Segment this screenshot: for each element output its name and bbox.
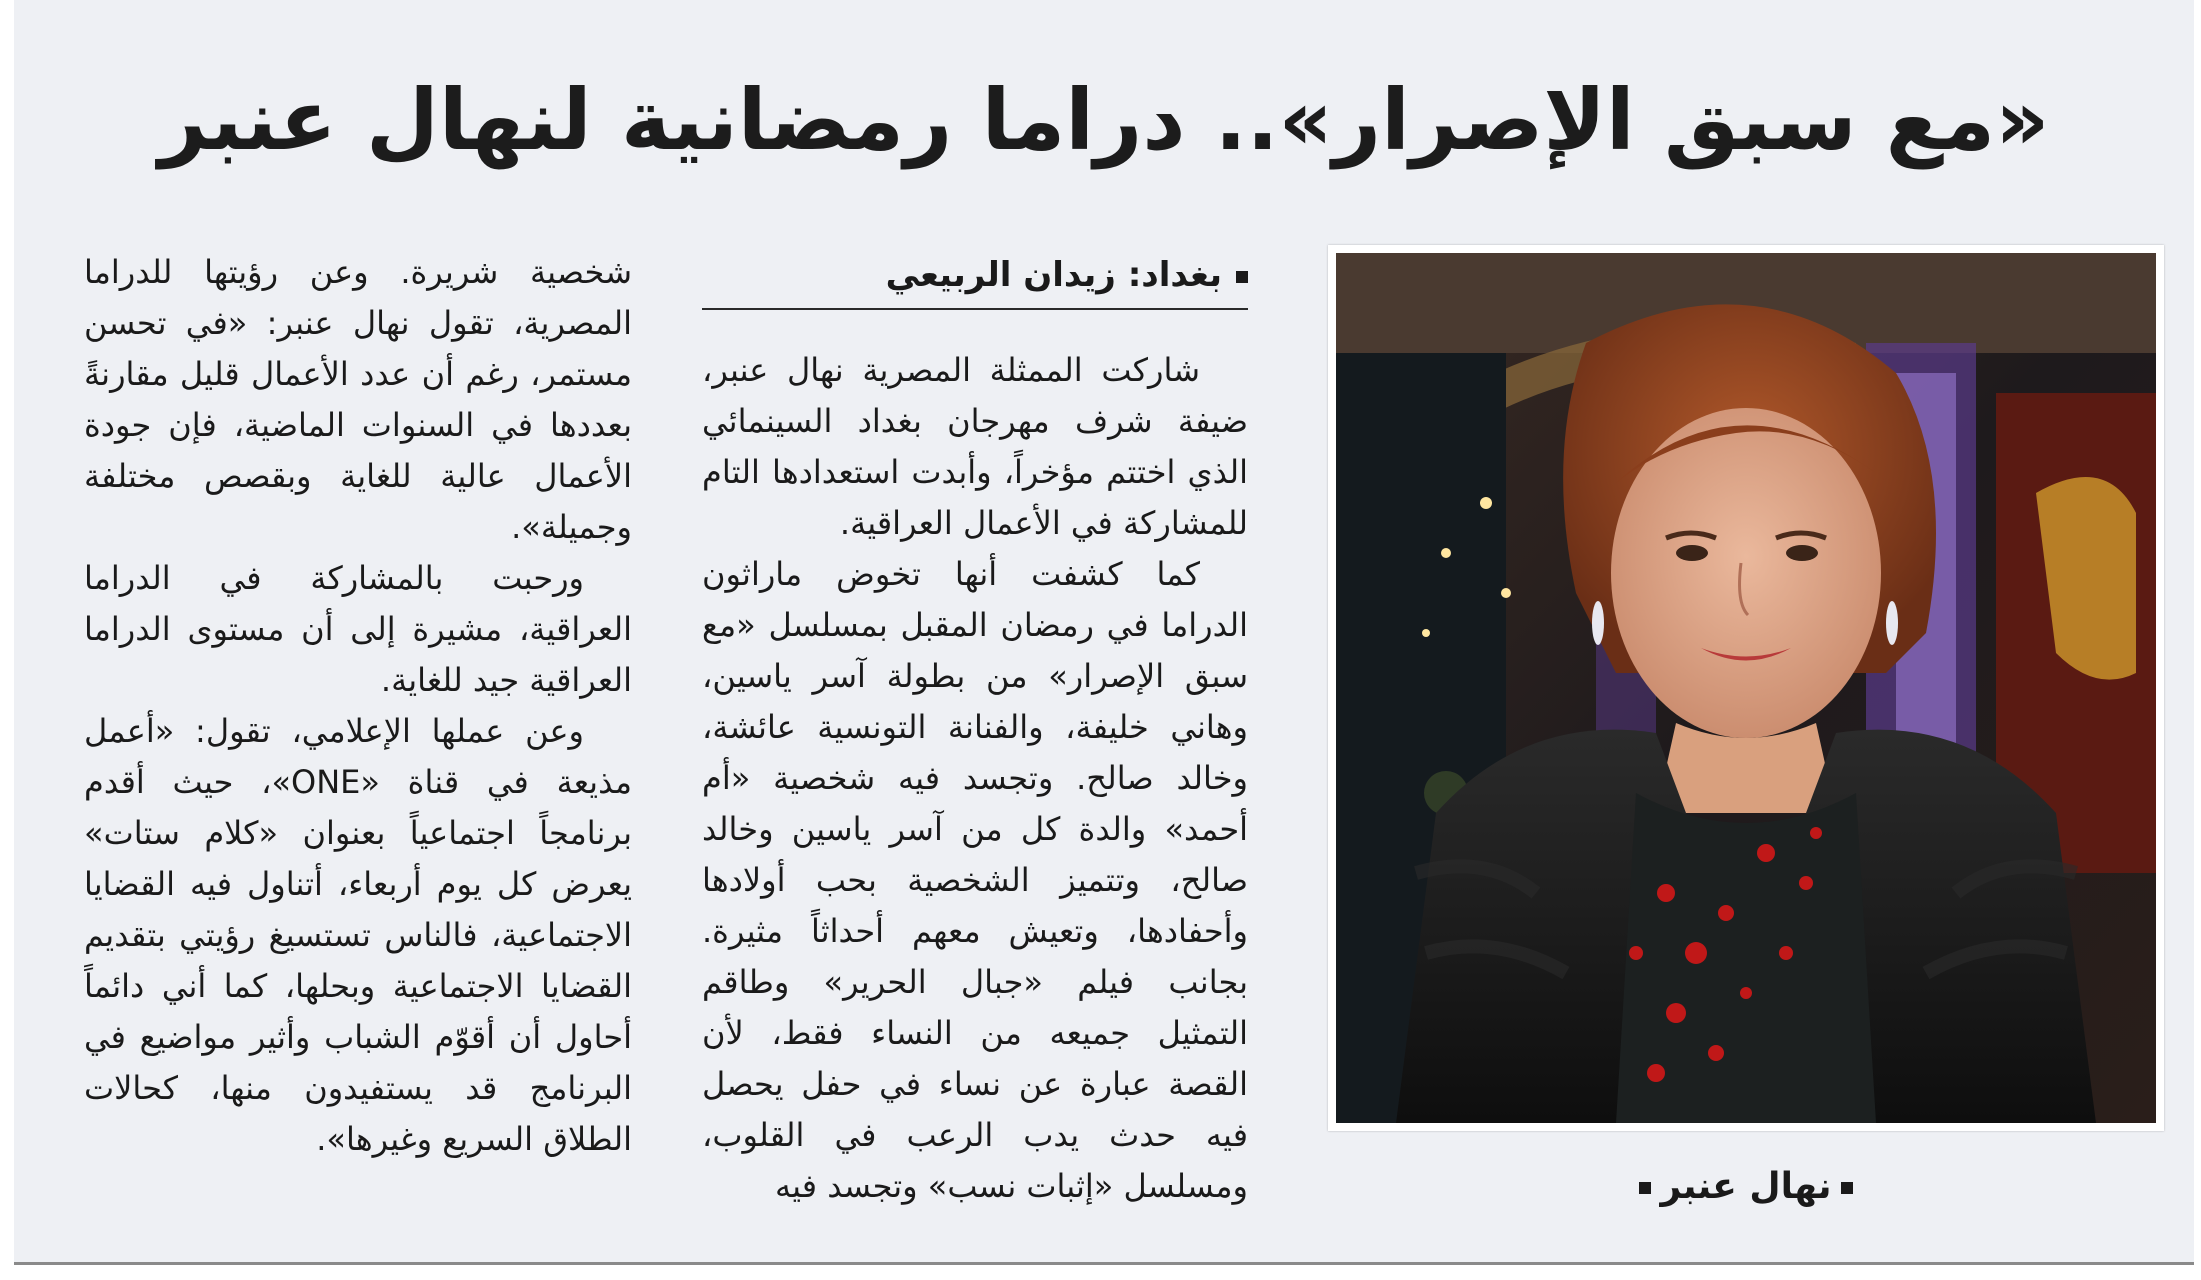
paragraph: شاركت الممثلة المصرية نهال عنبر، ضيفة شرف مهرجان بغداد السينمائي الذي اختتم مؤخراً، وأبدت استعدادها التام للمشاركة في الأعمال العراقية. bbox=[702, 351, 1248, 542]
article-byline bbox=[702, 248, 1248, 310]
article-column-left bbox=[84, 247, 632, 1227]
article-headline: «مع سبق الإصرار».. دراما رمضانية لنهال عنبر bbox=[158, 71, 2050, 169]
paragraph: شخصية شريرة. وعن رؤيتها للدراما المصرية، تقول نهال عنبر: «في تحسن مستمر، رغم أن عدد الأعمال قليل مقارنةً بعددها في السنوات الماضية، فإن جودة الأعمال عالية للغاية وبقصص مختلفة وجميلة». bbox=[84, 253, 632, 546]
paragraph: كما كشفت أنها تخوض ماراثون الدراما في رمضان المقبل بمسلسل «مع سبق الإصرار» من بطولة آسر ياسين، وهاني خليفة، والفنانة التونسية عائشة، وخالد صالح. وتجسد فيه شخصية «أم أحمد» والدة كل من آسر ياسين وخالد صالح، وتتميز الشخصية بحب أولادها وأحفادها، وتعيش معهم أحداثاً مثيرة. بجانب فيلم «جبال الحرير» وطاقم التمثيل جميعه من النساء فقط، لأن القصة عبارة عن نساء في حفل يحصل فيه حدث يدب الرعب في القلوب، ومسلسل «إثبات نسب» وتجسد فيه bbox=[702, 555, 1248, 1205]
square-bullet-icon bbox=[1639, 1182, 1651, 1194]
square-bullet-icon bbox=[1236, 271, 1248, 283]
byline-text: بغداد: زيدان الربيعي bbox=[885, 255, 1222, 295]
portrait-photo-illustration bbox=[1336, 253, 2156, 1123]
newspaper-page bbox=[14, 0, 2194, 1265]
paragraph: ورحبت بالمشاركة في الدراما العراقية، مشيرة إلى أن مستوى الدراما العراقية جيد للغاية. bbox=[84, 559, 632, 699]
photo-caption-text: نهال عنبر bbox=[1660, 1166, 1832, 1207]
square-bullet-icon bbox=[1841, 1182, 1853, 1194]
paragraph: وعن عملها الإعلامي، تقول: «أعمل مذيعة في قناة «ONE»، حيث أقدم برنامجاً اجتماعياً بعنوان «كلام ستات» يعرض كل يوم أربعاء، أتناول فيه القضايا الاجتماعية، فالناس تستسيغ رؤيتي بتقديم القضايا الاجتماعية وبحلها، كما أني دائماً أحاول أن أقوّم الشباب وأثير مواضيع في البرنامج قد يستفيدون منها، كحالات الطلاق السريع وغيرها». bbox=[84, 712, 632, 1158]
article-column-middle bbox=[702, 345, 1248, 1225]
photo-caption bbox=[1328, 1162, 2164, 1212]
article-photo bbox=[1328, 245, 2164, 1131]
